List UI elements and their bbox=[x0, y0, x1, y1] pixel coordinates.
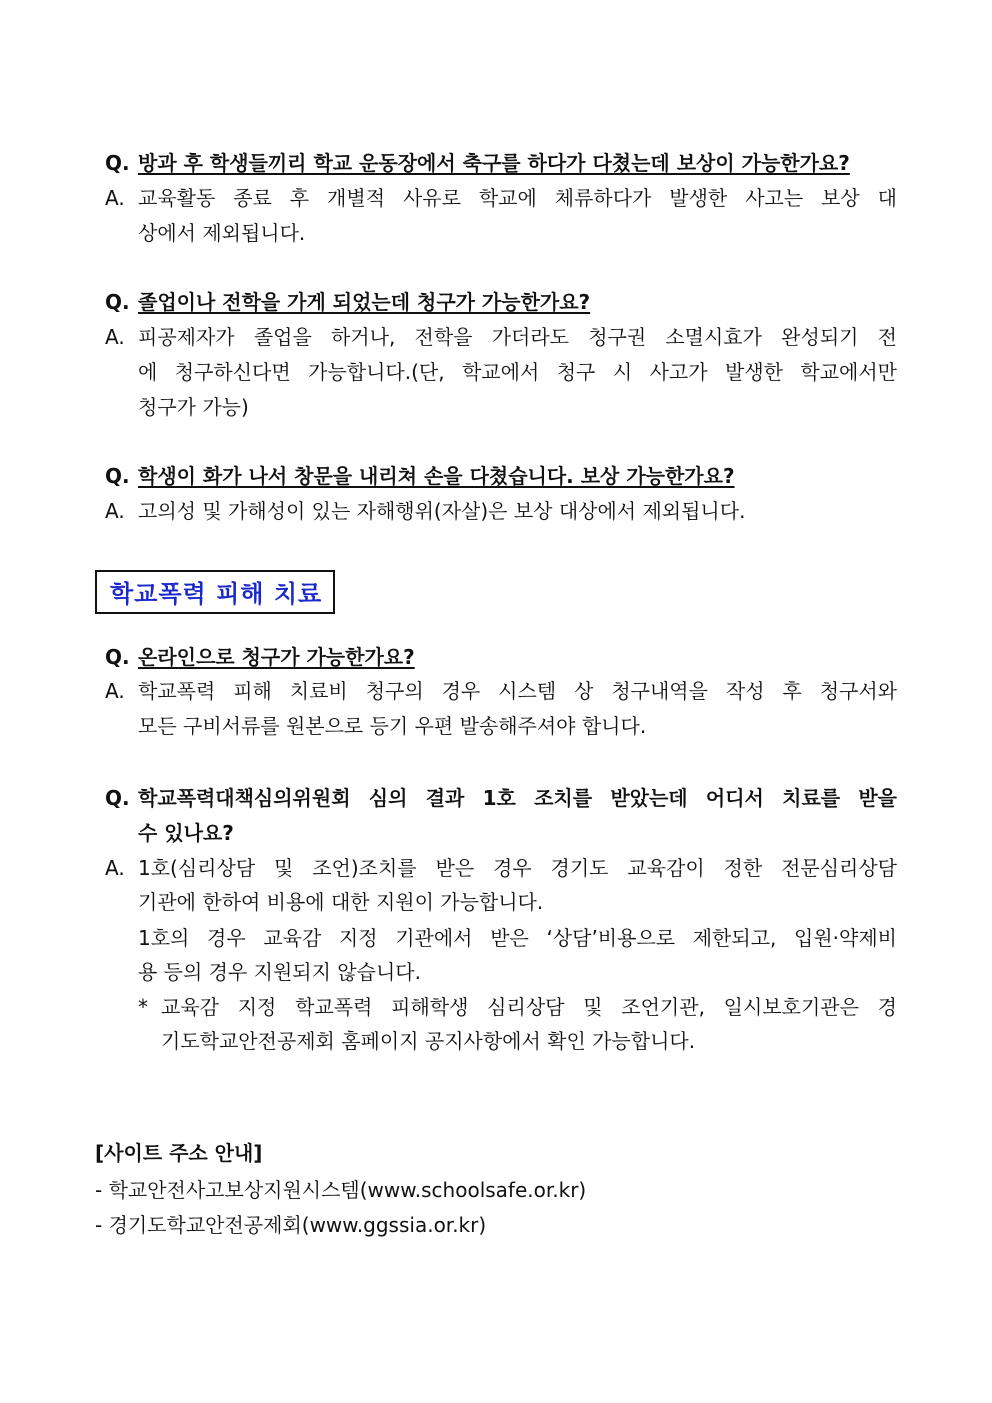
answer-2-line-3: 청구가 가능) bbox=[138, 395, 249, 419]
question-4 bbox=[105, 645, 415, 669]
question-3 bbox=[105, 464, 735, 488]
answer-2-line-2: 에 청구하신다면 가능합니다.(단, 학교에서 청구 시 사고가 발생한 학교에서만 bbox=[138, 360, 897, 384]
answer-1-line-2: 상에서 제외됩니다. bbox=[138, 221, 306, 245]
answer-1-line-1 bbox=[105, 186, 897, 210]
note-line-1 bbox=[138, 995, 897, 1019]
question-text: 졸업이나 전학을 가게 되었는데 청구가 가능한가요? bbox=[138, 290, 591, 314]
answer-text: 피공제자가 졸업을 하거나, 전학을 가더라도 청구권 소멸시효가 완성되기 전 bbox=[138, 325, 897, 349]
answer-3-line-1 bbox=[105, 499, 745, 523]
section-title-box bbox=[95, 570, 335, 614]
answer-2-line-1 bbox=[105, 325, 897, 349]
answer-5-line-4: 용 등의 경우 지원되지 않습니다. bbox=[138, 960, 421, 984]
question-prefix: Q. bbox=[105, 290, 130, 314]
answer-4-line-2: 모든 구비서류를 원본으로 등기 우편 발송해주셔야 합니다. bbox=[138, 714, 647, 738]
answer-5-line-3: 1호의 경우 교육감 지정 기관에서 받은 ‘상담’비용으로 제한되고, 입원·약제비 bbox=[138, 926, 897, 950]
answer-text: 교육활동 종료 후 개별적 사유로 학교에 체류하다가 발생한 사고는 보상 대 bbox=[138, 186, 897, 210]
note-asterisk: * bbox=[138, 995, 148, 1019]
question-1 bbox=[105, 151, 850, 175]
question-2 bbox=[105, 290, 590, 314]
answer-5-line-2: 기관에 한하여 비용에 대한 지원이 가능합니다. bbox=[138, 890, 544, 914]
question-prefix: Q. bbox=[105, 151, 130, 175]
answer-prefix: A. bbox=[105, 499, 125, 523]
answer-4-line-1 bbox=[105, 679, 897, 703]
question-text: 학생이 화가 나서 창문을 내리쳐 손을 다쳤습니다. 보상 가능한가요? bbox=[138, 464, 735, 488]
question-prefix: Q. bbox=[105, 645, 130, 669]
question-prefix: Q. bbox=[105, 786, 130, 810]
question-text: 방과 후 학생들끼리 학교 운동장에서 축구를 하다가 다쳤는데 보상이 가능한가요? bbox=[138, 151, 850, 175]
site-info-header: [사이트 주소 안내] bbox=[95, 1141, 263, 1165]
answer-text: 학교폭력 피해 치료비 청구의 경우 시스템 상 청구내역을 작성 후 청구서와 bbox=[138, 679, 897, 703]
answer-text: 고의성 및 가해성이 있는 자해행위(자살)은 보상 대상에서 제외됩니다. bbox=[138, 499, 746, 523]
answer-prefix: A. bbox=[105, 679, 125, 703]
answer-text: 1호(심리상담 및 조언)조치를 받은 경우 경기도 교육감이 정한 전문심리상담 bbox=[138, 856, 897, 880]
question-5-line-2: 수 있나요? bbox=[138, 821, 234, 845]
section-title: 학교폭력 피해 치료 bbox=[110, 580, 323, 608]
site-link-ggssia: - 경기도학교안전공제회(www.ggssia.or.kr) bbox=[95, 1213, 487, 1237]
question-prefix: Q. bbox=[105, 464, 130, 488]
answer-prefix: A. bbox=[105, 186, 125, 210]
question-text: 학교폭력대책심의위원회 심의 결과 1호 조치를 받았는데 어디서 치료를 받을 bbox=[138, 786, 897, 810]
note-line-2: 기도학교안전공제회 홈페이지 공지사항에서 확인 가능합니다. bbox=[161, 1029, 696, 1053]
answer-prefix: A. bbox=[105, 325, 125, 349]
site-link-schoolsafe: - 학교안전사고보상지원시스템(www.schoolsafe.or.kr) bbox=[95, 1178, 587, 1202]
question-5 bbox=[105, 786, 897, 810]
answer-5-line-1 bbox=[105, 856, 897, 880]
answer-prefix: A. bbox=[105, 856, 125, 880]
note-text: 교육감 지정 학교폭력 피해학생 심리상담 및 조언기관, 일시보호기관은 경 bbox=[161, 995, 897, 1019]
question-text: 온라인으로 청구가 가능한가요? bbox=[138, 645, 415, 669]
